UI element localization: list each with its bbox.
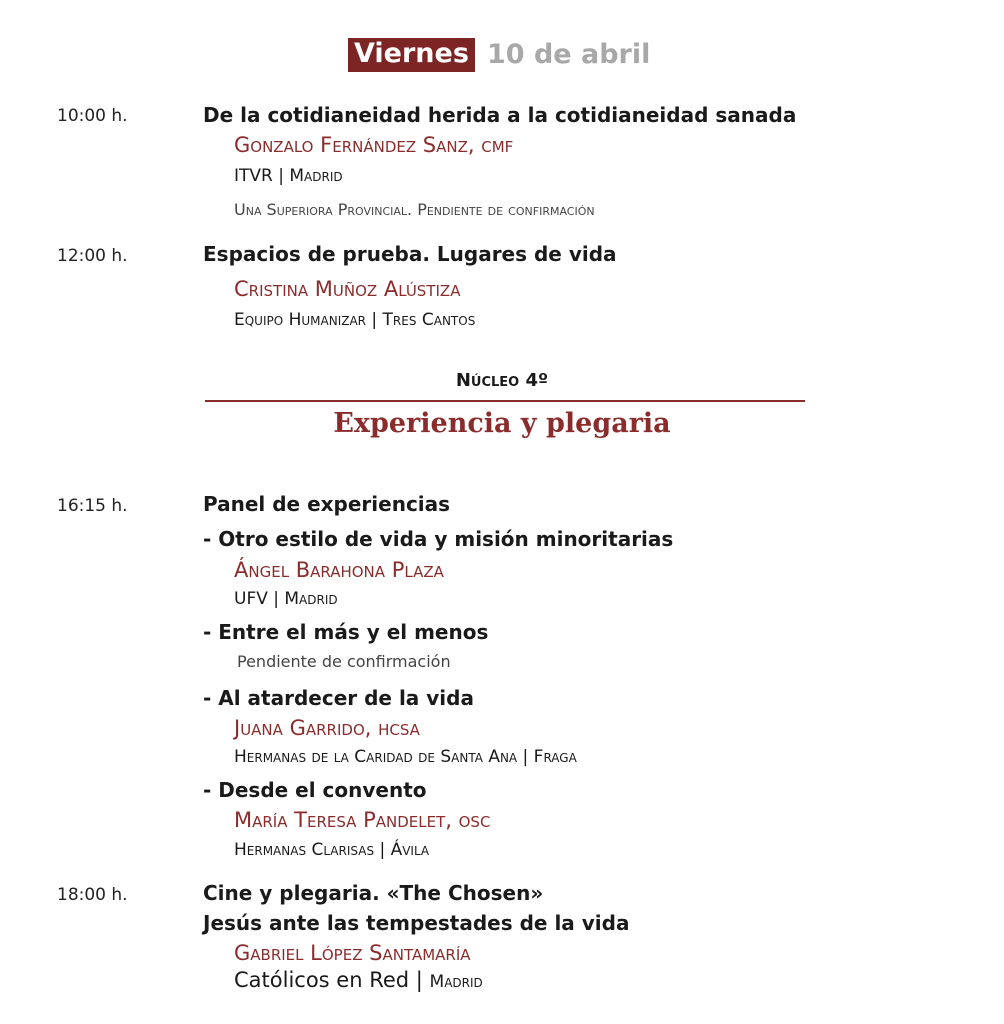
affiliation-city: Madrid bbox=[429, 972, 483, 992]
session-title: Espacios de prueba. Lugares de vida bbox=[203, 242, 617, 266]
session-time: 12:00 h. bbox=[57, 246, 128, 266]
speaker-affiliation bbox=[234, 968, 483, 992]
date-label: 10 de abril bbox=[487, 39, 651, 70]
panel-item-title: - Al atardecer de la vida bbox=[203, 686, 474, 710]
session-time: 10:00 h. bbox=[57, 106, 128, 126]
speaker-name: Ángel Barahona Plaza bbox=[234, 558, 444, 582]
speaker-affiliation: Hermanas de la Caridad de Santa Ana | Fraga bbox=[234, 747, 577, 767]
day-label: Viernes bbox=[348, 38, 475, 72]
speaker-name: Gonzalo Fernández Sanz, cmf bbox=[234, 133, 514, 157]
session-title: Panel de experiencias bbox=[203, 492, 451, 516]
speaker-name: Cristina Muñoz Alústiza bbox=[234, 277, 461, 301]
session-note: Pendiente de confirmación bbox=[237, 652, 451, 671]
panel-item-title: - Otro estilo de vida y misión minoritarias bbox=[203, 527, 674, 551]
speaker-affiliation: ITVR | Madrid bbox=[234, 166, 343, 186]
session-time: 16:15 h. bbox=[57, 496, 128, 516]
session-title: Cine y plegaria. «The Chosen» bbox=[203, 881, 544, 905]
session-time: 18:00 h. bbox=[57, 885, 128, 905]
speaker-affiliation: Equipo Humanizar | Tres Cantos bbox=[234, 310, 476, 330]
nucleo-label: Núcleo 4º bbox=[455, 370, 549, 391]
affiliation-main: Católicos en Red | bbox=[234, 968, 430, 992]
divider bbox=[205, 400, 805, 402]
panel-item-title: - Entre el más y el menos bbox=[203, 620, 489, 644]
nucleo-title: Experiencia y plegaria bbox=[333, 408, 671, 439]
session-title: De la cotidianeidad herida a la cotidianeidad sanada bbox=[203, 103, 797, 127]
speaker-affiliation: UFV | Madrid bbox=[234, 589, 338, 609]
speaker-name: María Teresa Pandelet, osc bbox=[234, 808, 491, 832]
speaker-name: Gabriel López Santamaría bbox=[234, 941, 471, 965]
panel-item-title: - Desde el convento bbox=[203, 778, 427, 802]
speaker-name: Juana Garrido, hcsa bbox=[234, 716, 420, 740]
session-note: Una Superiora Provincial. Pendiente de confirmación bbox=[234, 200, 595, 219]
speaker-affiliation: Hermanas Clarisas | Ávila bbox=[234, 840, 430, 860]
session-subtitle: Jesús ante las tempestades de la vida bbox=[203, 911, 630, 935]
